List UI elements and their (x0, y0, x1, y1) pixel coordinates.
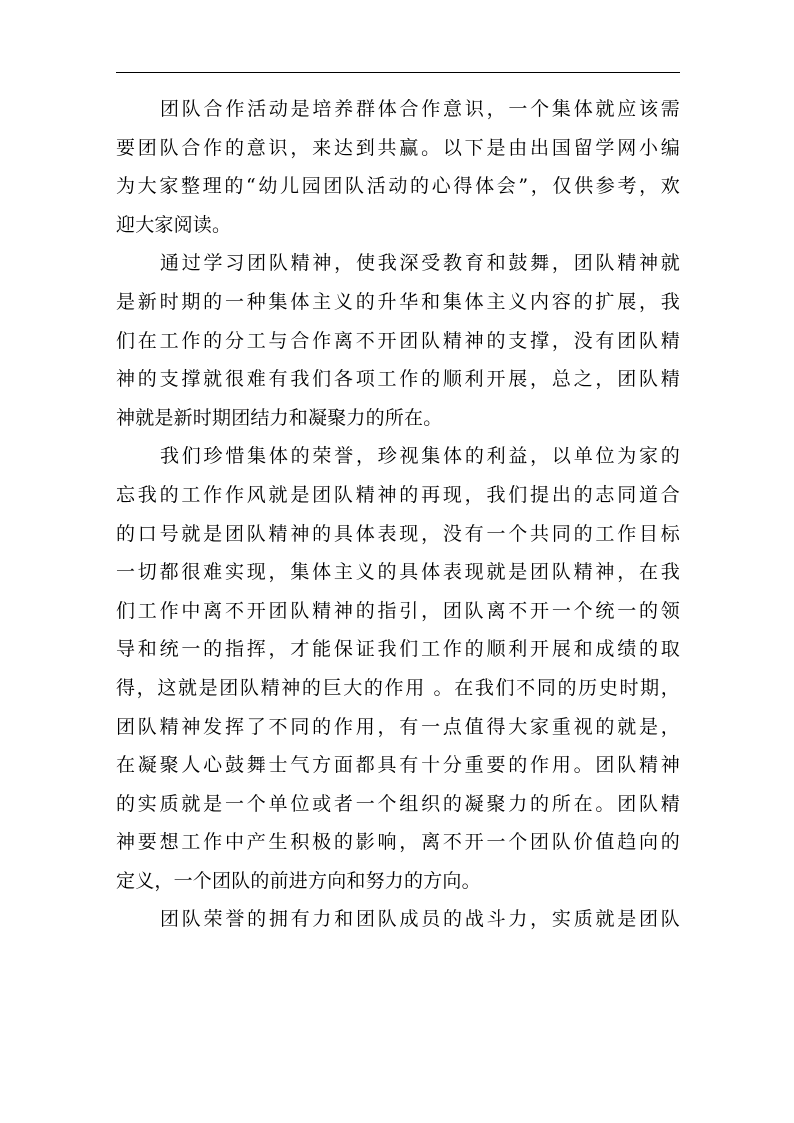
document-body (116, 90, 680, 939)
text-line: 团队荣誉的拥有力和团队成员的战斗力，实质就是团队 (160, 908, 680, 931)
text-line: 团队合作活动是培养群体合作意识，一个集体就应该需 (160, 98, 680, 120)
text-line: 要团队合作的意识，来达到共赢。以下是由出国留学网小编 (116, 136, 680, 159)
paragraph-3 (116, 437, 680, 900)
paragraph-2 (116, 244, 680, 437)
text-line: 团队精神发挥了不同的作用，有一点值得大家重视的就是， (116, 715, 680, 738)
text-line: 是新时期的一种集体主义的升华和集体主义内容的扩展，我 (116, 290, 680, 313)
text-line: 得，这就是团队精神的巨大的作用 。在我们不同的历史时期， (116, 676, 680, 699)
text-line: 神要想工作中产生积极的影响，离不开一个团队价值趋向的 (116, 831, 680, 854)
text-line: 我们珍惜集体的荣誉，珍视集体的利益，以单位为家的 (160, 445, 680, 468)
text-line: 迎大家阅读。 (116, 213, 232, 236)
text-line: 神的支撑就很难有我们各项工作的顺利开展，总之，团队精 (116, 368, 680, 391)
text-line: 们在工作的分工与合作离不开团队精神的支撑，没有团队精 (116, 329, 680, 352)
text-line: 为大家整理的“幼儿园团队活动的心得体会”，仅供参考，欢 (116, 175, 680, 198)
header-rule (116, 72, 680, 73)
text-line: 定义，一个团队的前进方向和努力的方向。 (116, 869, 481, 892)
text-line: 的口号就是团队精神的具体表现，没有一个共同的工作目标 (116, 522, 680, 545)
paragraph-4 (116, 900, 680, 939)
text-line: 忘我的工作作风就是团队精神的再现，我们提出的志同道合 (116, 483, 680, 506)
text-line: 的实质就是一个单位或者一个组织的凝聚力的所在。团队精 (116, 792, 680, 815)
text-line: 们工作中离不开团队精神的指引，团队离不开一个统一的领 (116, 599, 680, 622)
text-line: 导和统一的指挥，才能保证我们工作的顺利开展和成绩的取 (116, 638, 680, 661)
text-line: 通过学习团队精神，使我深受教育和鼓舞，团队精神就 (160, 252, 680, 275)
text-line: 神就是新时期团结力和凝聚力的所在。 (116, 406, 443, 429)
text-line: 一切都很难实现，集体主义的具体表现就是团队精神，在我 (116, 561, 680, 584)
paragraph-1 (116, 90, 680, 244)
text-line: 在凝聚人心鼓舞士气方面都具有十分重要的作用。团队精神 (116, 754, 680, 777)
